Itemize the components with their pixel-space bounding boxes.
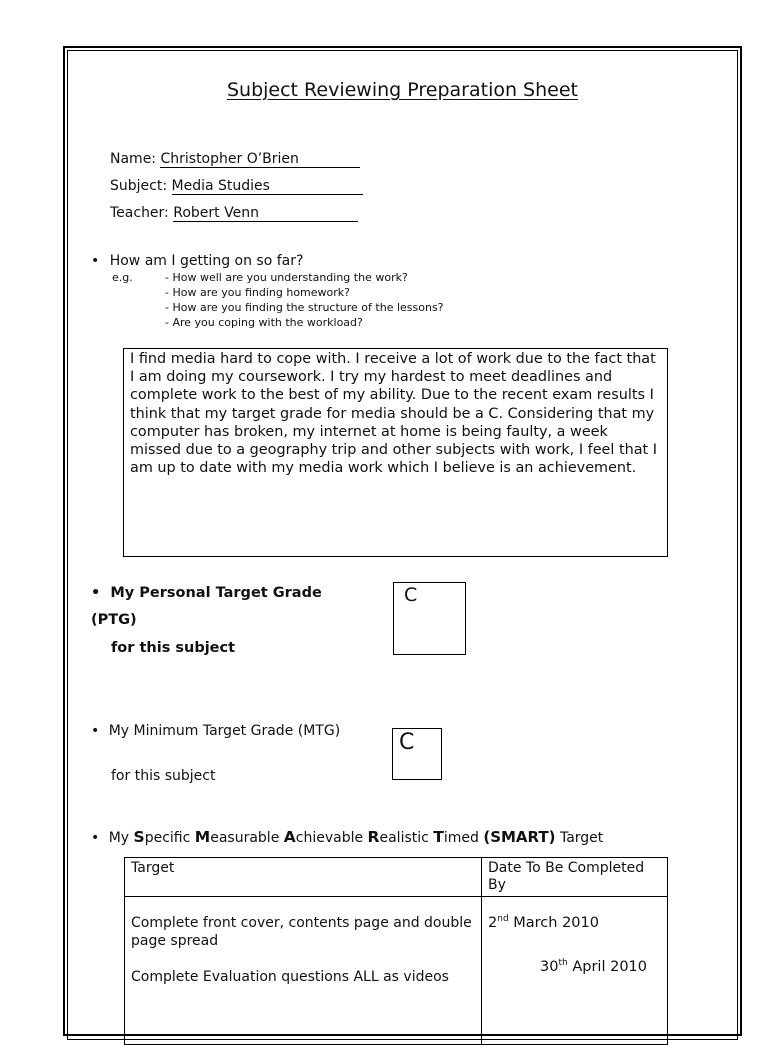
name-field [110,151,360,168]
list-item: - How well are you understanding the work? [165,271,408,284]
targets-cell [125,897,482,1045]
bullet-icon: • [91,585,101,601]
mtg-grade-box [392,728,442,780]
teacher-label: Teacher: [110,205,169,221]
col-date-header: Date To Be Completed By [482,858,668,897]
list-item: - How are you finding homework? [165,286,350,299]
col-target-header: Target [125,858,482,897]
mtg-label [91,723,340,739]
progress-question [91,253,303,269]
subject-label: Subject: [110,178,168,194]
bullet-icon: • [91,830,100,846]
subject-field [110,178,363,195]
smart-heading: • My Specific Measurable Achievable Realistic Timed (SMART) Target [91,828,604,846]
progress-question-text: How am I getting on so far? [109,253,304,269]
ptg-line3: for this subject [111,640,236,656]
smart-target-table [124,857,668,1045]
table-row [125,897,668,1045]
ptg-grade-box [393,582,466,655]
target-item: Complete front cover, contents page and double page spread [131,915,472,949]
ptg-label [91,585,322,601]
ptg-line1: My Personal Target Grade [110,585,322,601]
table-header-row [125,858,668,897]
dates-cell [482,897,668,1045]
name-label: Name: [110,151,157,167]
ptg-line2: (PTG) [91,612,137,628]
bullet-icon: • [91,723,100,739]
page-title: Subject Reviewing Preparation Sheet [226,79,578,101]
name-value: Christopher O’Brien [160,152,360,168]
eg-label: e.g. [112,271,133,284]
ptg-grade: C [404,584,418,606]
target-date: 2nd March 2010 [488,914,599,931]
list-item: - Are you coping with the workload? [165,316,363,329]
bullet-icon: • [91,253,100,269]
target-date: 30th April 2010 [540,957,647,975]
mtg-line2: for this subject [111,768,216,784]
target-item: Complete Evaluation questions ALL as videos [131,969,449,985]
list-item: - How are you finding the structure of the lessons? [165,301,444,314]
teacher-field [110,205,358,222]
teacher-value: Robert Venn [173,206,358,222]
mtg-grade: C [399,730,415,755]
mtg-line1: My Minimum Target Grade (MTG) [108,723,341,739]
subject-value: Media Studies [172,179,363,195]
progress-answer-box: I find media hard to cope with. I receive a lot of work due to the fact that I am doing my coursework. I try my hardest to meet deadlines and complete work to the best of my ability. Due to the recent exam results I think that my target grade for media should be a C. Considering that my computer has broken, my internet at home is being faulty, a week missed due to a geography trip and other subjects with work, I feel that I am up to date with my media work which I believe is an achievement. [123,348,668,557]
prompt-list [165,270,444,330]
